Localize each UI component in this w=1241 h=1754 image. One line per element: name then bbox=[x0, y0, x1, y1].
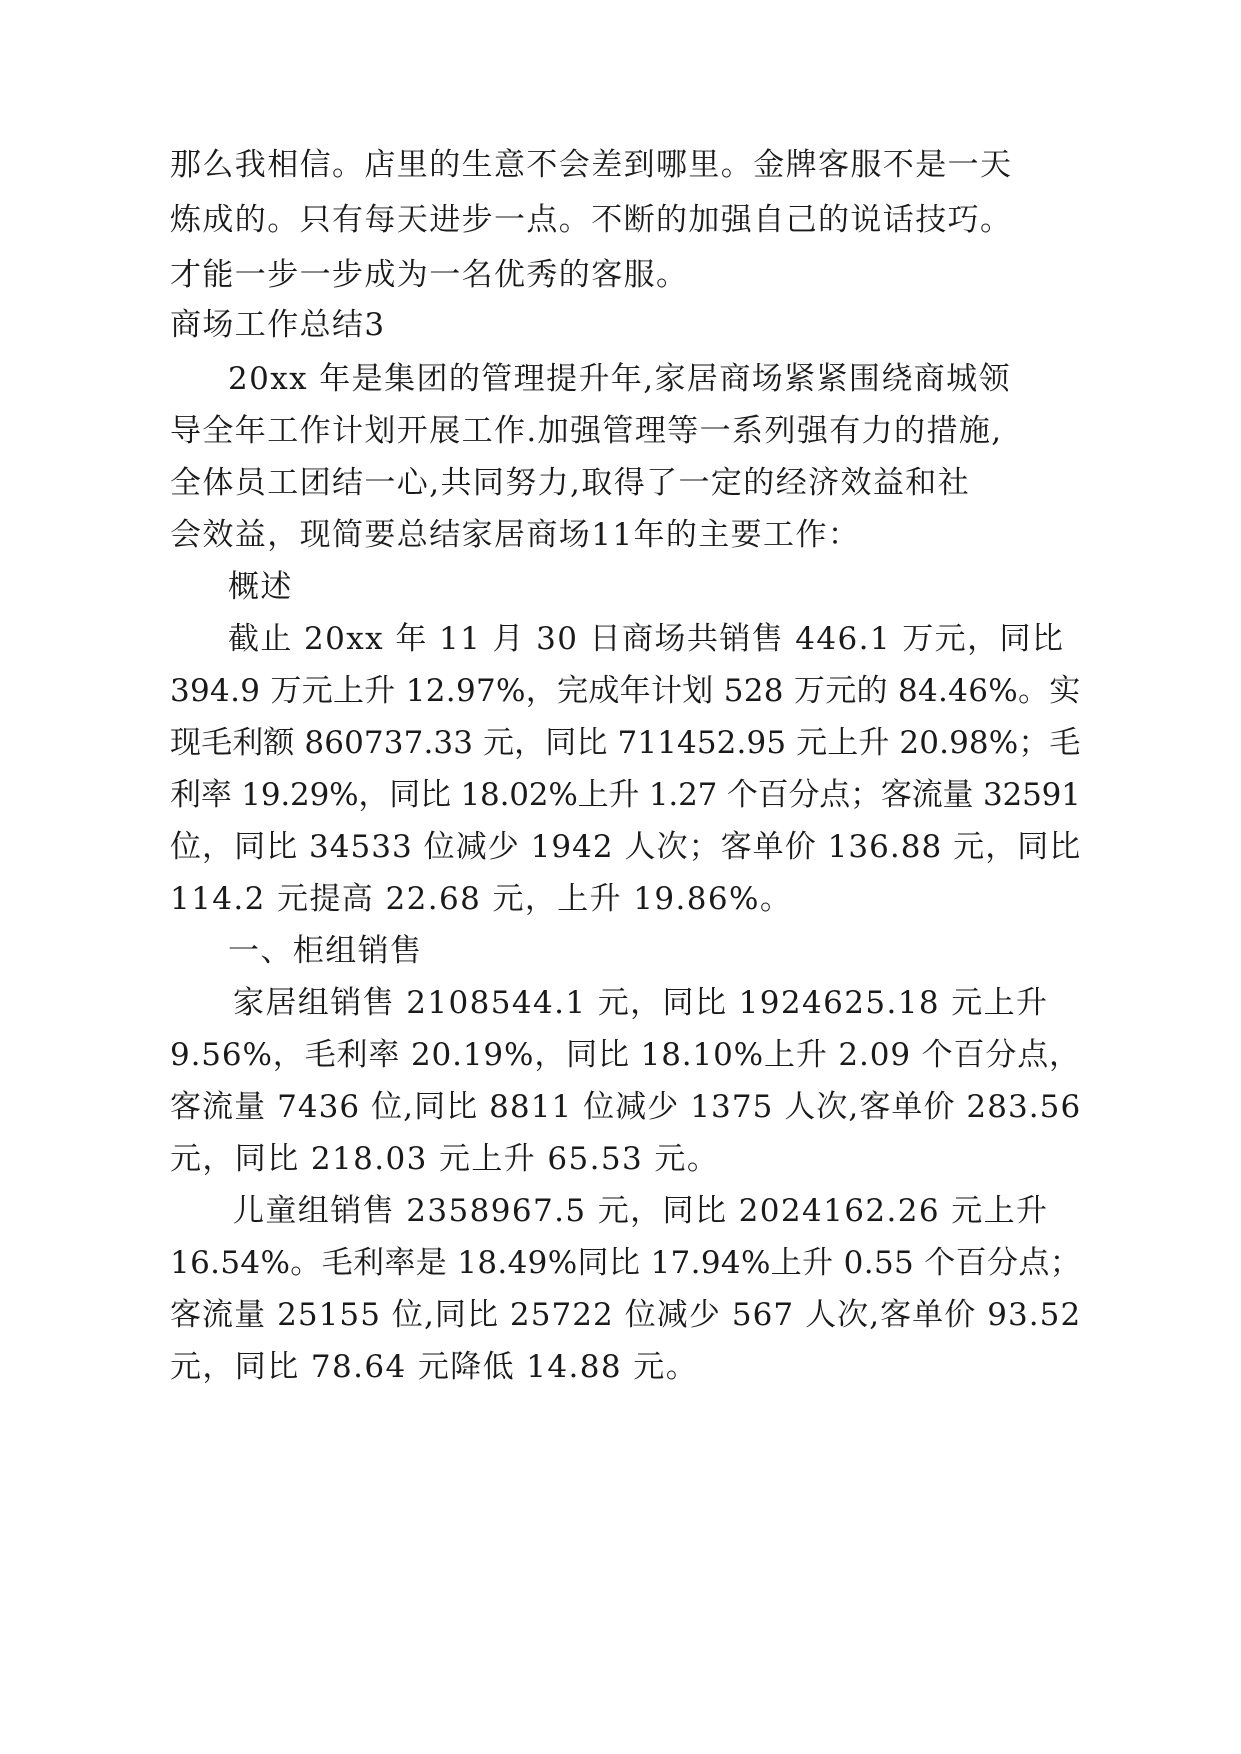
text-line: 位，同比 34533 位减少 1942 人次；客单价 136.88 元，同比 bbox=[170, 829, 1082, 865]
text-line: 会效益，现简要总结家居商场11年的主要工作： bbox=[170, 517, 861, 553]
text-line: 114.2 元提高 22.68 元，上升 19.86%。 bbox=[170, 881, 793, 917]
text-line: 9.56%，毛利率 20.19%，同比 18.10%上升 2.09 个百分点， bbox=[170, 1037, 1081, 1073]
text-line: 家居组销售 2108544.1 元，同比 1924625.18 元上升 bbox=[233, 985, 1049, 1021]
section-heading: 商场工作总结3 bbox=[170, 307, 386, 343]
text-line: 16.54%。毛利率是 18.49%同比 17.94%上升 0.55 个百分点； bbox=[170, 1245, 1082, 1281]
text-line: 394.9 万元上升 12.97%，完成年计划 528 万元的 84.46%。实 bbox=[170, 673, 1081, 709]
text-line: 利率 19.29%，同比 18.02%上升 1.27 个百分点；客流量 32591 bbox=[170, 777, 1081, 813]
subheading-counter-sales: 一、柜组销售 bbox=[228, 933, 423, 969]
text-line: 那么我相信。店里的生意不会差到哪里。金牌客服不是一天 bbox=[170, 147, 1013, 183]
subheading-overview: 概述 bbox=[228, 569, 293, 605]
text-line: 截止 20xx 年 11 月 30 日商场共销售 446.1 万元，同比 bbox=[228, 621, 1065, 657]
text-line: 客流量 7436 位,同比 8811 位减少 1375 人次,客单价 283.56 bbox=[170, 1089, 1082, 1125]
text-line: 导全年工作计划开展工作.加强管理等一系列强有力的措施, bbox=[170, 413, 1003, 449]
text-line: 才能一步一步成为一名优秀的客服。 bbox=[170, 257, 689, 293]
text-line: 全体员工团结一心,共同努力,取得了一定的经济效益和社 bbox=[170, 465, 971, 501]
text-line: 元，同比 78.64 元降低 14.88 元。 bbox=[170, 1349, 699, 1385]
text-line: 儿童组销售 2358967.5 元，同比 2024162.26 元上升 bbox=[233, 1193, 1049, 1229]
text-line: 客流量 25155 位,同比 25722 位减少 567 人次,客单价 93.52 bbox=[170, 1297, 1082, 1333]
text-line: 元，同比 218.03 元上升 65.53 元。 bbox=[170, 1141, 720, 1177]
text-line: 现毛利额 860737.33 元，同比 711452.95 元上升 20.98%；毛 bbox=[170, 725, 1081, 761]
text-line: 炼成的。只有每天进步一点。不断的加强自己的说话技巧。 bbox=[170, 202, 1013, 238]
text-line: 20xx 年是集团的管理提升年,家居商场紧紧围绕商城领 bbox=[228, 361, 1011, 397]
